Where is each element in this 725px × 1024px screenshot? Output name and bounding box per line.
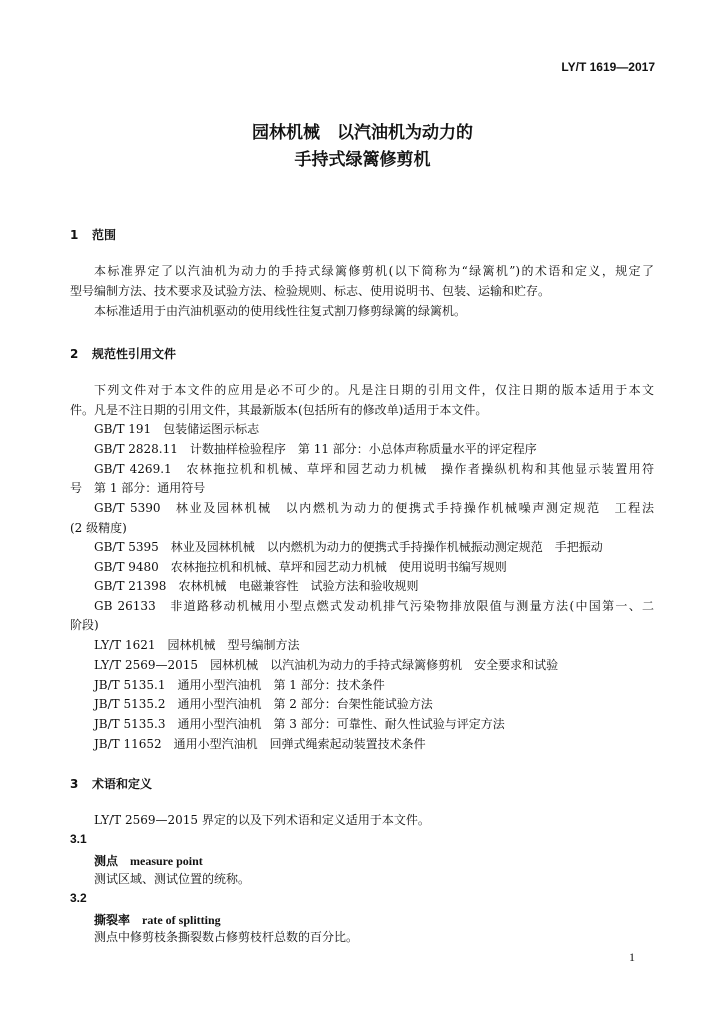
document-title-line-2: 手持式绿篱修剪机: [294, 150, 431, 170]
ref-item: GB/T 9480 农林拖拉机和机械、草坪和园艺动力机械 使用说明书编写规则: [94, 560, 507, 574]
section-3-heading: [70, 775, 152, 792]
ref-item: GB/T 191 包装储运图示标志: [94, 422, 260, 436]
section-title: 规范性引用文件: [92, 347, 177, 361]
term-heading: [94, 852, 203, 869]
standard-code: LY/T 1619—2017: [561, 60, 655, 74]
term-number: 3.1: [70, 832, 87, 846]
ref-item: GB/T 5390 林业及园林机械 以内燃机为动力的便携式手持操作机械噪声测定规范 工程法: [94, 501, 654, 515]
term-en: rate of splitting: [142, 913, 221, 927]
ref-item: JB/T 11652 通用小型汽油机 回弹式绳索起动装置技术条件: [94, 737, 426, 751]
ref-item-continuation: 阶段): [70, 618, 99, 632]
scope-paragraph-1-line-2: 型号编制方法、技术要求及试验方法、检验规则、标志、使用说明书、包装、运输和贮存。: [70, 284, 551, 298]
scope-paragraph-1-line-1: 本标准界定了以汽油机为动力的手持式绿篱修剪机(以下简称为“绿篱机”)的术语和定义，规定了: [94, 264, 654, 278]
ref-item: JB/T 5135.1 通用小型汽油机 第 1 部分：技术条件: [94, 678, 385, 692]
ref-item: LY/T 1621 园林机械 型号编制方法: [94, 638, 300, 652]
scope-paragraph-2: 本标准适用于由汽油机驱动的使用线性往复式割刀修剪绿篱的绿篱机。: [94, 304, 467, 318]
ref-item: GB 26133 非道路移动机械用小型点燃式发动机排气污染物排放限值与测量方法(中国第一、二: [94, 599, 654, 613]
section-title: 术语和定义: [92, 777, 153, 791]
term-number: 3.2: [70, 891, 87, 905]
refs-intro-line-1: 下列文件对于本文件的应用是必不可少的。凡是注日期的引用文件，仅注日期的版本适用于本文: [94, 383, 654, 397]
section-number: 3: [70, 777, 79, 791]
term-definition: 测试区域、测试位置的统称。: [94, 872, 251, 886]
term-zh: 撕裂率: [94, 913, 131, 927]
term-zh: 测点: [94, 854, 119, 868]
terms-intro: LY/T 2569—2015 界定的以及下列术语和定义适用于本文件。: [94, 813, 430, 827]
document-title-line-1: 园林机械 以汽油机为动力的: [252, 123, 473, 143]
ref-item: LY/T 2569—2015 园林机械 以汽油机为动力的手持式绿篱修剪机 安全要求和试验: [94, 658, 559, 672]
ref-item: JB/T 5135.2 通用小型汽油机 第 2 部分：台架性能试验方法: [94, 697, 433, 711]
ref-item: GB/T 2828.11 计数抽样检验程序 第 11 部分：小总体声称质量水平的评定程序: [94, 442, 537, 456]
ref-item: GB/T 4269.1 农林拖拉机和机械、草坪和园艺动力机械 操作者操纵机构和其他显示装置用符: [94, 462, 654, 476]
ref-item: GB/T 21398 农林机械 电磁兼容性 试验方法和验收规则: [94, 579, 419, 593]
section-2-heading: [70, 345, 176, 362]
term-definition: 测点中修剪枝条撕裂数占修剪枝杆总数的百分比。: [94, 930, 359, 944]
section-title: 范围: [92, 228, 117, 242]
ref-item-continuation: (2 级精度): [70, 521, 127, 535]
refs-intro-line-2: 件。凡是不注日期的引用文件，其最新版本(包括所有的修改单)适用于本文件。: [70, 403, 488, 417]
page-number: 1: [629, 950, 635, 964]
ref-item-continuation: 号 第 1 部分：通用符号: [70, 481, 206, 495]
term-en: measure point: [130, 854, 203, 868]
ref-item: JB/T 5135.3 通用小型汽油机 第 3 部分：可靠性、耐久性试验与评定方法: [94, 717, 505, 731]
ref-item: GB/T 5395 林业及园林机械 以内燃机为动力的便携式手持操作机械振动测定规范 手把振动: [94, 540, 603, 554]
section-number: 1: [70, 228, 79, 242]
section-number: 2: [70, 347, 79, 361]
section-1-heading: [70, 226, 116, 243]
term-heading: [94, 911, 221, 928]
